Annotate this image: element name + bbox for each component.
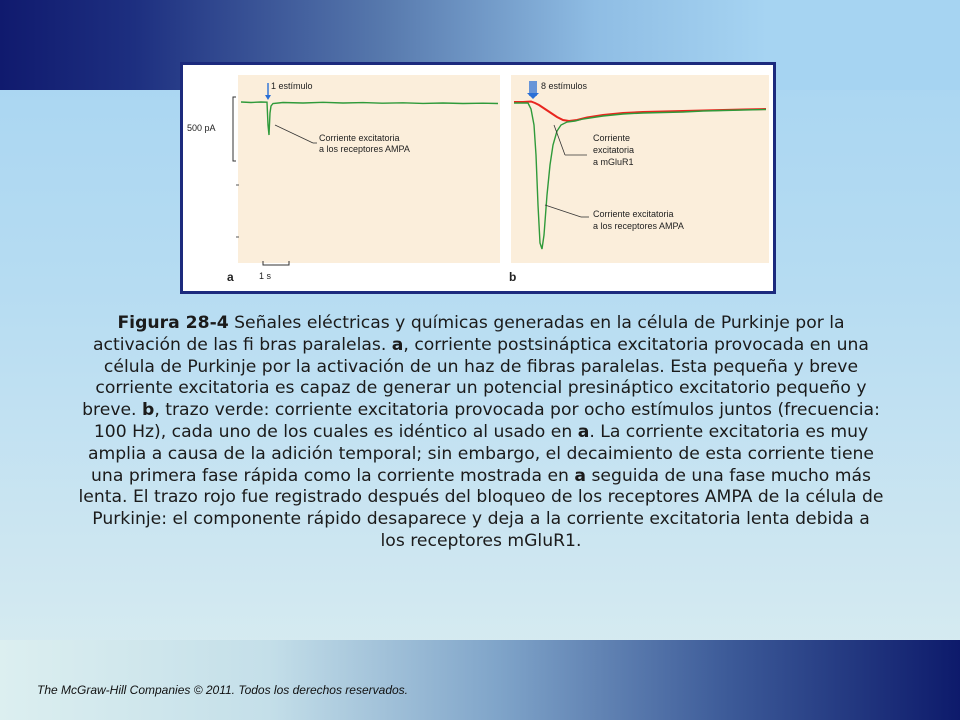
caption-ref-b1: b [142,400,155,421]
figure-svg [183,65,773,291]
panel-b-mglur-annotation-line2: excitatoria [593,145,635,155]
caption-text-part2: , corriente postsináptica excitatoria provocada en una célula de Purkinje por la activación de un haz de fibras paralelas. Esta pequeña y breve corriente excitatoria es capaz de generar un potencial presináptico excitatorio pequeño y breve. [82,334,869,421]
copyright-footer: The McGraw-Hill Companies © 2011. Todos los derechos reservados. [37,683,409,697]
caption-text-part5: seguida de una fase mucho más lenta. El trazo rojo fue registrado después del bloqueo de los receptores AMPA de la célula de Purkinje: el componente rápido desaparece y deja a la corriente excitatoria lenta debida a los receptores mGluR1. [78,465,884,551]
caption-ref-a1: a [391,334,404,355]
caption-text-part4: . La corriente excitatoria es muy amplia a causa de la adición temporal; sin embargo, el decaimiento de esta corriente tiene una primera fase rápida como la corriente mostrada en [87,421,874,486]
amplitude-scale-bar [233,97,236,161]
caption-ref-a2: a [577,421,590,442]
figure-28-4 [180,62,776,294]
caption-figure-label: Figura 28-4 [117,313,229,333]
panel-b-mglur-annotation-line1: Corriente [593,133,631,143]
caption-text-part1: Señales eléctricas y químicas generadas en la célula de Purkinje por la activación de las fi bras paralelas. [93,313,845,355]
panel-b-mglur-annotation-line3: a mGluR1 [593,157,634,167]
panel-a-annotation-line1: Corriente excitatoria [319,133,400,143]
panel-a-letter: a [227,270,234,284]
panel-b-stimulus-label: 8 estímulos [541,81,588,91]
time-scale-label: 1 s [259,271,272,281]
caption-ref-a3: a [574,465,586,486]
caption-text-part3: , trazo verde: corriente excitatoria provocada por ocho estímulos juntos (frecuencia: 100 Hz), cada uno de los cuales es idéntico al usado en [93,400,880,442]
figure-caption [78,313,884,553]
amplitude-scale-label: 500 pA [187,123,216,133]
panel-b-letter: b [509,270,517,284]
panel-a-annotation-line2: a los receptores AMPA [319,144,410,154]
panel-b-ampa-annotation-line1: Corriente excitatoria [593,209,674,219]
panel-b-ampa-annotation-line2: a los receptores AMPA [593,221,684,231]
panel-a-stimulus-label: 1 estímulo [271,81,313,91]
bottom-decorative-band [0,640,960,720]
